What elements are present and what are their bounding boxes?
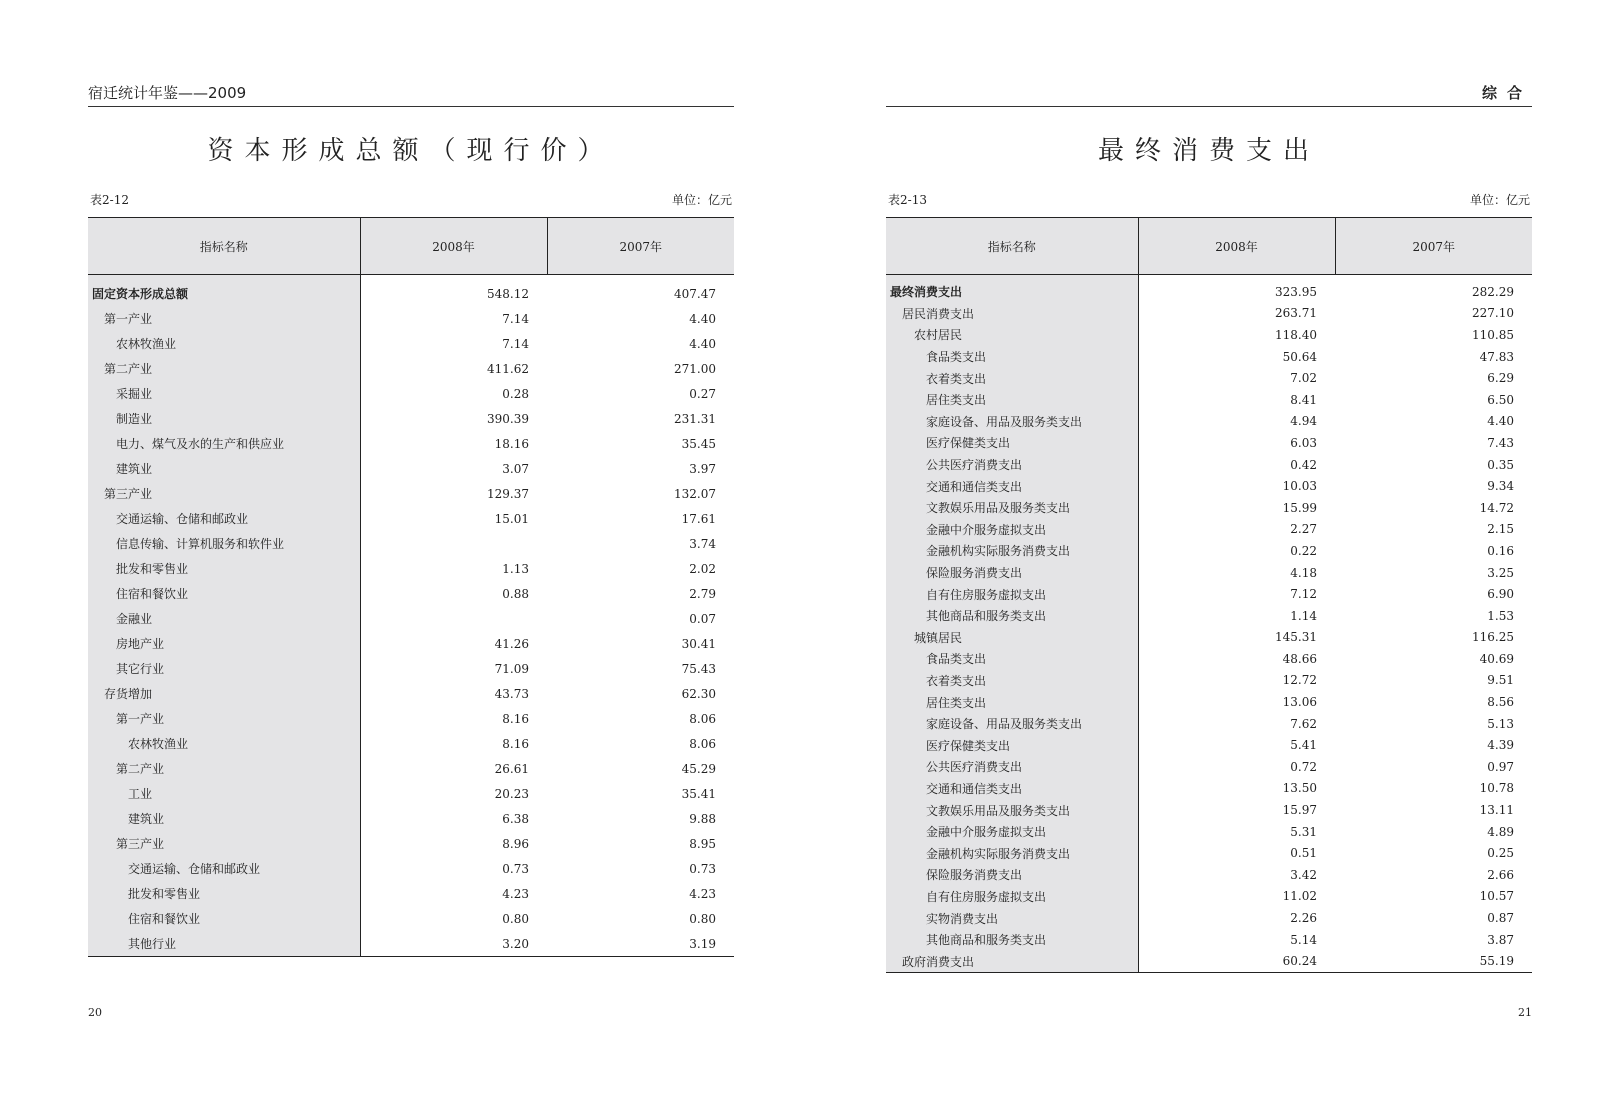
row-label: 自有住房服务虚拟支出	[886, 886, 1138, 908]
table-title: 资本形成总额（现行价）	[207, 136, 615, 166]
row-label: 政府消费支出	[886, 950, 1138, 972]
value-2007: 13.11	[1479, 803, 1514, 818]
value-2008: 145.31	[1275, 630, 1317, 645]
value-2008: 323.95	[1275, 284, 1317, 299]
value-2007: 9.51	[1487, 673, 1514, 688]
value-2008: 8.96	[502, 836, 529, 851]
value-2008: 5.31	[1290, 824, 1317, 839]
row-label: 交通运输、仓储和邮政业	[88, 856, 360, 881]
value-2008: 50.64	[1282, 349, 1317, 364]
table-row	[88, 481, 734, 506]
page-number: 20	[88, 1006, 102, 1019]
row-label: 文教娱乐用品及服务类支出	[886, 799, 1138, 821]
value-2007: 62.30	[681, 686, 716, 701]
table-row	[886, 907, 1532, 929]
row-label: 第三产业	[88, 831, 360, 856]
value-2007: 6.50	[1487, 392, 1514, 407]
table-row	[88, 931, 734, 957]
value-2007: 17.61	[681, 511, 716, 526]
row-label: 建筑业	[88, 806, 360, 831]
table-row	[886, 583, 1532, 605]
header-2007: 2007年	[1335, 218, 1532, 275]
value-2008: 0.42	[1290, 457, 1317, 472]
row-label: 公共医疗消费支出	[886, 454, 1138, 476]
value-2007: 3.19	[547, 931, 734, 957]
value-2008: 41.26	[494, 636, 529, 651]
value-2007: 116.25	[1472, 630, 1514, 645]
value-2007: 55.19	[1335, 950, 1532, 972]
value-2007: 4.89	[1487, 824, 1514, 839]
value-2008: 0.80	[502, 911, 529, 926]
row-label: 工业	[88, 781, 360, 806]
value-2008: 548.12	[487, 286, 529, 301]
row-label: 农村居民	[886, 324, 1138, 346]
value-2008: 5.41	[1290, 738, 1317, 753]
value-2008: 0.88	[502, 586, 529, 601]
value-2008: 6.03	[1290, 435, 1317, 450]
row-label: 公共医疗消费支出	[886, 756, 1138, 778]
value-2008: 7.14	[502, 336, 529, 351]
row-label: 自有住房服务虚拟支出	[886, 583, 1138, 605]
value-2008: 5.14	[1290, 932, 1317, 947]
table-row	[88, 781, 734, 806]
row-label: 其他商品和服务类支出	[886, 929, 1138, 951]
value-2008: 15.01	[494, 511, 529, 526]
value-2008: 7.62	[1290, 716, 1317, 731]
value-2008: 13.06	[1282, 695, 1317, 710]
value-2007: 8.95	[689, 836, 716, 851]
row-label: 居住类支出	[886, 691, 1138, 713]
header-row	[88, 218, 734, 275]
row-label: 住宿和餐饮业	[88, 581, 360, 606]
table-row	[886, 864, 1532, 886]
row-label: 固定资本形成总额	[88, 275, 360, 307]
row-label: 制造业	[88, 406, 360, 431]
value-2007: 0.27	[689, 386, 716, 401]
table-row	[886, 842, 1532, 864]
value-2007: 30.41	[681, 636, 716, 651]
header-2007: 2007年	[547, 218, 734, 275]
value-2007: 10.57	[1479, 889, 1514, 904]
value-2007: 0.80	[689, 911, 716, 926]
value-2007: 4.40	[1487, 414, 1514, 429]
table-row	[88, 631, 734, 656]
row-label: 批发和零售业	[88, 881, 360, 906]
table-row	[886, 275, 1532, 303]
table-row	[88, 431, 734, 456]
table-row	[88, 881, 734, 906]
row-label: 金融中介服务虚拟支出	[886, 519, 1138, 541]
unit-label: 单位：亿元	[671, 193, 732, 207]
table-row	[88, 756, 734, 781]
value-2007: 45.29	[681, 761, 716, 776]
value-2007: 14.72	[1479, 500, 1514, 515]
value-2008: 7.02	[1290, 371, 1317, 386]
table-row	[88, 656, 734, 681]
value-2008: 3.42	[1290, 867, 1317, 882]
value-2008: 0.51	[1290, 846, 1317, 861]
value-2007: 282.29	[1472, 284, 1514, 299]
value-2007: 3.87	[1487, 932, 1514, 947]
value-2007: 4.39	[1487, 738, 1514, 753]
value-2008: 71.09	[494, 661, 529, 676]
row-label: 衣着类支出	[886, 367, 1138, 389]
table-row	[88, 306, 734, 331]
table-row	[886, 691, 1532, 713]
row-label: 保险服务消费支出	[886, 562, 1138, 584]
header-row	[886, 218, 1532, 275]
header-2008: 2008年	[360, 218, 547, 275]
row-label: 金融机构实际服务消费支出	[886, 842, 1138, 864]
row-label: 家庭设备、用品及服务类支出	[886, 713, 1138, 735]
table-row	[886, 950, 1532, 972]
table-row	[886, 605, 1532, 627]
value-2007: 8.06	[689, 711, 716, 726]
header-2008: 2008年	[1138, 218, 1335, 275]
capital-formation-table	[88, 217, 734, 957]
row-label: 建筑业	[88, 456, 360, 481]
value-2008: 0.72	[1290, 759, 1317, 774]
table-row	[886, 540, 1532, 562]
value-2007: 0.07	[689, 611, 716, 626]
header-indicator: 指标名称	[886, 218, 1138, 275]
value-2008: 2.27	[1290, 522, 1317, 537]
table-row	[88, 275, 734, 307]
value-2008: 10.03	[1282, 479, 1317, 494]
value-2008: 4.94	[1290, 414, 1317, 429]
value-2007: 8.56	[1487, 695, 1514, 710]
row-label: 房地产业	[88, 631, 360, 656]
value-2007: 0.97	[1487, 759, 1514, 774]
value-2007: 75.43	[681, 661, 716, 676]
value-2007: 6.90	[1487, 587, 1514, 602]
value-2008: 13.50	[1282, 781, 1317, 796]
value-2007: 2.15	[1487, 522, 1514, 537]
value-2007: 231.31	[674, 411, 716, 426]
table-row	[886, 367, 1532, 389]
row-label: 金融中介服务虚拟支出	[886, 821, 1138, 843]
value-2007: 0.73	[689, 861, 716, 876]
value-2007: 227.10	[1472, 306, 1514, 321]
table-row	[886, 648, 1532, 670]
value-2007: 7.43	[1487, 435, 1514, 450]
table-row	[886, 734, 1532, 756]
header-indicator: 指标名称	[88, 218, 360, 275]
table-row	[886, 821, 1532, 843]
value-2007: 271.00	[674, 361, 716, 376]
value-2008: 4.18	[1290, 565, 1317, 580]
value-2008: 20.23	[494, 786, 529, 801]
row-label: 居住类支出	[886, 389, 1138, 411]
table-row	[886, 324, 1532, 346]
table-row	[88, 856, 734, 881]
value-2008: 3.07	[502, 461, 529, 476]
value-2007: 4.40	[689, 336, 716, 351]
row-label: 第二产业	[88, 756, 360, 781]
value-2007: 10.78	[1479, 781, 1514, 796]
value-2007: 35.45	[681, 436, 716, 451]
row-label: 医疗保健类支出	[886, 432, 1138, 454]
value-2008: 8.41	[1290, 392, 1317, 407]
value-2008: 1.14	[1290, 608, 1317, 623]
running-head	[886, 82, 1532, 107]
value-2008: 48.66	[1282, 651, 1317, 666]
table-row	[88, 331, 734, 356]
table-row	[88, 456, 734, 481]
table-row	[886, 670, 1532, 692]
table-row	[88, 831, 734, 856]
value-2007: 0.35	[1487, 457, 1514, 472]
row-label: 家庭设备、用品及服务类支出	[886, 411, 1138, 433]
row-label: 存货增加	[88, 681, 360, 706]
table-row	[886, 389, 1532, 411]
table-row	[88, 606, 734, 631]
table-row	[88, 381, 734, 406]
right-page	[886, 0, 1532, 1099]
value-2007: 4.40	[689, 311, 716, 326]
value-2007: 35.41	[681, 786, 716, 801]
table-row	[886, 454, 1532, 476]
yearbook-title: 宿迁统计年鉴——2009	[88, 84, 247, 102]
row-label: 实物消费支出	[886, 907, 1138, 929]
value-2008: 18.16	[494, 436, 529, 451]
table-row	[88, 581, 734, 606]
row-label: 金融机构实际服务消费支出	[886, 540, 1138, 562]
value-2007: 2.02	[689, 561, 716, 576]
value-2008: 43.73	[494, 686, 529, 701]
table-row	[88, 706, 734, 731]
value-2008: 390.39	[487, 411, 529, 426]
value-2008: 6.38	[502, 811, 529, 826]
row-label: 食品类支出	[886, 648, 1138, 670]
value-2008	[360, 606, 547, 631]
table-row	[886, 519, 1532, 541]
row-label: 交通运输、仓储和邮政业	[88, 506, 360, 531]
value-2007: 4.23	[689, 886, 716, 901]
value-2008: 263.71	[1275, 306, 1317, 321]
row-label: 其它行业	[88, 656, 360, 681]
table-row	[886, 929, 1532, 951]
value-2008: 0.73	[502, 861, 529, 876]
value-2008: 3.20	[360, 931, 547, 957]
table-row	[88, 556, 734, 581]
value-2008: 0.22	[1290, 543, 1317, 558]
value-2008	[360, 531, 547, 556]
row-label: 其他行业	[88, 931, 360, 957]
table-row	[886, 778, 1532, 800]
value-2008: 60.24	[1138, 950, 1335, 972]
value-2008: 118.40	[1275, 327, 1317, 342]
table-row	[88, 731, 734, 756]
row-label: 第二产业	[88, 356, 360, 381]
value-2008: 15.97	[1282, 803, 1317, 818]
row-label: 文教娱乐用品及服务类支出	[886, 497, 1138, 519]
table-row	[88, 356, 734, 381]
table-row	[88, 506, 734, 531]
value-2008: 0.28	[502, 386, 529, 401]
table-row	[88, 906, 734, 931]
value-2007: 2.66	[1487, 867, 1514, 882]
value-2008: 12.72	[1282, 673, 1317, 688]
table-row	[886, 411, 1532, 433]
table-row	[886, 497, 1532, 519]
table-body	[886, 275, 1532, 973]
value-2008: 7.12	[1290, 587, 1317, 602]
table-row	[886, 886, 1532, 908]
row-label: 第一产业	[88, 706, 360, 731]
value-2008: 1.13	[502, 561, 529, 576]
row-label: 信息传输、计算机服务和软件业	[88, 531, 360, 556]
value-2008: 4.23	[502, 886, 529, 901]
unit-label: 单位：亿元	[1469, 193, 1530, 207]
table-row	[88, 681, 734, 706]
row-label: 其他商品和服务类支出	[886, 605, 1138, 627]
table-number: 表2-12	[90, 193, 129, 207]
value-2007: 0.87	[1487, 911, 1514, 926]
table-row	[886, 713, 1532, 735]
value-2007: 8.06	[689, 736, 716, 751]
row-label: 第一产业	[88, 306, 360, 331]
running-head	[88, 82, 734, 107]
table-row	[886, 799, 1532, 821]
value-2008: 15.99	[1282, 500, 1317, 515]
value-2007: 6.29	[1487, 371, 1514, 386]
value-2007: 40.69	[1479, 651, 1514, 666]
row-label: 采掘业	[88, 381, 360, 406]
value-2007: 3.97	[689, 461, 716, 476]
row-label: 保险服务消费支出	[886, 864, 1138, 886]
row-label: 食品类支出	[886, 346, 1138, 368]
table-row	[88, 806, 734, 831]
value-2007: 47.83	[1479, 349, 1514, 364]
table-title: 最终消费支出	[1097, 136, 1320, 166]
value-2007: 9.34	[1487, 479, 1514, 494]
value-2007: 9.88	[689, 811, 716, 826]
value-2008: 8.16	[502, 711, 529, 726]
table-number: 表2-13	[888, 193, 927, 207]
table-body	[88, 275, 734, 957]
row-label: 住宿和餐饮业	[88, 906, 360, 931]
value-2008: 129.37	[487, 486, 529, 501]
table-row	[886, 562, 1532, 584]
table-row	[886, 756, 1532, 778]
value-2007: 407.47	[674, 286, 716, 301]
value-2007: 5.13	[1487, 716, 1514, 731]
table-row	[886, 303, 1532, 325]
row-label: 衣着类支出	[886, 670, 1138, 692]
table-row	[886, 475, 1532, 497]
value-2007: 3.25	[1487, 565, 1514, 580]
row-label: 医疗保健类支出	[886, 734, 1138, 756]
table-row	[886, 346, 1532, 368]
value-2007: 2.79	[689, 586, 716, 601]
table-row	[886, 627, 1532, 649]
value-2008: 26.61	[494, 761, 529, 776]
value-2008: 411.62	[487, 361, 529, 376]
value-2008: 11.02	[1282, 889, 1317, 904]
row-label: 交通和通信类支出	[886, 778, 1138, 800]
value-2007: 3.74	[689, 536, 716, 551]
row-label: 金融业	[88, 606, 360, 631]
value-2007: 132.07	[674, 486, 716, 501]
value-2007: 0.25	[1487, 846, 1514, 861]
row-label: 最终消费支出	[886, 275, 1138, 303]
row-label: 农林牧渔业	[88, 331, 360, 356]
row-label: 批发和零售业	[88, 556, 360, 581]
value-2007: 1.53	[1487, 608, 1514, 623]
page-number: 21	[1518, 1006, 1532, 1019]
value-2008: 7.14	[502, 311, 529, 326]
value-2008: 2.26	[1290, 911, 1317, 926]
row-label: 交通和通信类支出	[886, 475, 1138, 497]
table-row	[886, 432, 1532, 454]
final-consumption-table	[886, 217, 1532, 973]
left-page	[88, 0, 734, 1099]
row-label: 第三产业	[88, 481, 360, 506]
table-row	[88, 531, 734, 556]
row-label: 居民消费支出	[886, 303, 1138, 325]
value-2007: 0.16	[1487, 543, 1514, 558]
row-label: 农林牧渔业	[88, 731, 360, 756]
table-row	[88, 406, 734, 431]
row-label: 电力、煤气及水的生产和供应业	[88, 431, 360, 456]
value-2008: 8.16	[502, 736, 529, 751]
section-title: 综合	[1481, 84, 1532, 102]
row-label: 城镇居民	[886, 627, 1138, 649]
value-2007: 110.85	[1472, 327, 1514, 342]
